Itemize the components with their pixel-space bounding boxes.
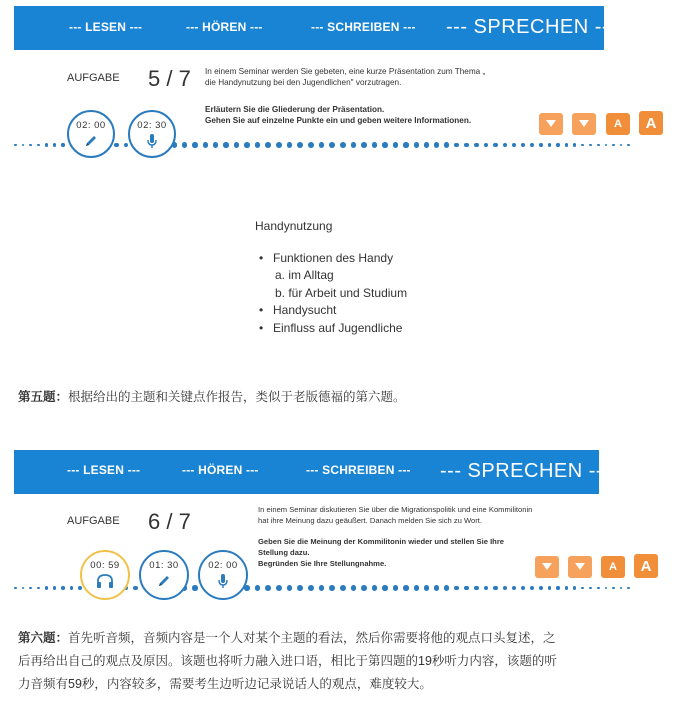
progress-dot [597,587,600,590]
progress-dot [403,585,408,590]
progress-dot [53,143,56,146]
progress-dot [434,142,439,147]
bold-line: Begründen Sie Ihre Stellungnahme. [258,559,387,568]
font-larger-button[interactable] [639,111,663,135]
progress-dot [605,144,608,147]
nav-bar-top [14,6,617,50]
progress-dot [70,586,74,590]
progress-dot [565,586,568,589]
progress-dot [61,586,64,589]
headphones-icon [96,573,114,589]
progress-dot [589,587,592,590]
progress-dot [503,143,507,147]
progress-dot [182,142,187,147]
outline-subitem: a. im Alltag [275,268,334,282]
bold-line: Stellung dazu. [258,548,310,557]
progress-dot [521,586,525,590]
progress-dot [573,586,576,589]
progress-dot [474,143,479,148]
tab-sprechen[interactable]: --- SPRECHEN --- [440,460,611,482]
progress-dot [308,142,314,148]
font-smaller-button[interactable] [606,113,630,135]
progress-dot [581,587,584,590]
aufgabe-number: 6 / 7 [148,509,191,534]
progress-dot [372,142,378,148]
aufgabe-number: 5 / 7 [148,66,191,91]
progress-dot [361,142,367,148]
timer-time: 02: 30 [137,120,167,131]
tab-hoeren[interactable]: --- HÖREN --- [182,463,259,477]
progress-dot [29,144,32,147]
progress-dot [78,586,82,590]
progress-dot [319,585,325,591]
progress-dot [213,142,218,147]
progress-dot [597,144,600,147]
progress-dot [424,585,429,590]
progress-dot [581,144,584,147]
progress-dot [556,143,559,146]
progress-dot [45,143,48,146]
progress-dot [434,585,439,590]
progress-dot [620,144,623,147]
timer-listening [80,550,130,600]
progress-dot [620,587,623,590]
progress-dot [297,142,303,148]
tab-lesen[interactable]: --- LESEN --- [67,463,141,477]
timer-time: 01: 30 [149,560,179,571]
task-instruction [258,505,532,526]
progress-dot [444,585,449,590]
progress-dot [223,142,228,147]
progress-dot [414,585,419,590]
progress-dot [351,142,357,148]
bold-line: Gehen Sie auf einzelne Punkte ein und geben weitere Informationen. [205,116,472,125]
aufgabe-label: AUFGABE [67,515,120,527]
progress-dot [565,143,568,146]
presentation-outline [255,218,407,337]
progress-dot [424,142,429,147]
arrow-down-icon [574,562,586,572]
progress-dot [319,142,325,148]
progress-dot [493,143,497,147]
outline-item: • Funktionen des Handy [259,250,394,265]
progress-dot [203,142,208,147]
progress-dot [612,144,615,147]
task6-label: 第六题： [18,631,69,645]
progress-dot [329,142,335,148]
timer-speaking [128,110,176,158]
progress-dot [297,585,303,591]
tab-hoeren[interactable]: --- HÖREN --- [186,20,263,34]
progress-dot [444,142,449,147]
outline-item: • Einfluss auf Jugendliche [259,320,403,335]
font-larger-button[interactable] [634,554,658,578]
progress-dot [308,585,314,591]
progress-dot [124,143,128,147]
progress-dot [382,585,387,590]
progress-dot [265,142,271,148]
progress-dot [329,585,335,591]
progress-dot [605,587,608,590]
task-bold-instruction [205,104,471,126]
progress-dot [244,142,250,148]
progress-dot [361,585,367,591]
timer-writing [139,550,189,600]
task6-line: 第六题：首先听音频，音频内容是一个人对某个主题的看法，然后你需要将他的观点口头复述，之 [18,631,556,645]
progress-dot [530,586,534,590]
progress-dot [484,586,489,591]
bold-line: Erläutern Sie die Gliederung der Präsentation. [205,105,385,114]
progress-dot [512,586,516,590]
progress-dot [548,586,552,590]
font-smaller-button[interactable] [601,556,625,578]
progress-dot [287,142,293,148]
progress-dot [22,587,25,590]
arrow-down-icon [541,562,553,572]
outline-item: • Handysucht [259,303,337,317]
progress-dot [37,144,40,147]
tab-schreiben[interactable]: --- SCHREIBEN --- [311,20,416,34]
progress-dot [484,143,489,148]
progress-dot [340,142,346,148]
progress-dot [29,587,32,590]
progress-dot [372,585,378,591]
font-a-large-icon: A [640,557,652,575]
pencil-icon [83,133,99,149]
progress-dot [493,586,497,590]
font-a-icon: A [614,118,622,130]
bold-line: Geben Sie die Meinung der Kommilitonin wieder und stellen Sie Ihre [258,537,504,546]
progress-dot [192,142,197,147]
volume-up-button[interactable] [568,556,592,578]
progress-dot [192,585,197,590]
progress-dot [414,142,419,147]
progress-dot [61,143,64,146]
progress-dot [627,144,630,147]
progress-dot [539,143,543,147]
progress-dot [612,587,615,590]
tab-schreiben[interactable]: --- SCHREIBEN --- [306,463,411,477]
timer-time: 00: 59 [90,560,120,571]
arrow-down-icon [545,119,557,129]
progress-dot [287,585,293,591]
progress-dot [464,586,469,591]
timer-time: 02: 00 [76,120,106,131]
tab-sprechen[interactable]: --- SPRECHEN --- [446,16,617,38]
pencil-icon [156,573,172,589]
aufgabe-label: AUFGABE [67,72,120,84]
progress-dot [14,144,17,147]
volume-down-button[interactable] [535,556,559,578]
instruction-line: In einem Seminar diskutieren Sie über die Migrationspolitik und eine Kommilitonin [258,505,533,514]
progress-dot [14,587,17,590]
microphone-icon [215,573,231,589]
outline-title: Handynutzung [255,219,333,233]
progress-dot [276,142,282,148]
nav-bar-bottom [14,450,611,494]
progress-dot [464,143,469,148]
timer-writing [67,110,115,158]
progress-dot [37,587,40,590]
task-bold-instruction [258,536,504,569]
progress-dot [548,143,552,147]
progress-dot [393,585,398,590]
progress-dot [133,586,138,591]
volume-up-button[interactable] [572,113,596,135]
progress-dot [393,142,398,147]
progress-dot [22,144,25,147]
progress-dot [474,586,479,591]
progress-dot [234,142,240,148]
font-a-icon: A [609,561,617,573]
task6-line: 力音频有59秒，内容较多，需要考生边听边记录说话人的观点，难度较大。 [18,677,432,691]
description-task5 [18,386,406,409]
progress-dot [53,586,56,589]
progress-dot [521,143,525,147]
instruction-line: In einem Seminar werden Sie gebeten, eine kurze Präsentation zum Thema „ [205,67,486,76]
progress-dot [276,585,282,591]
progress-dot [530,143,534,147]
microphone-icon [144,133,160,149]
progress-dot [503,586,507,590]
progress-dot [114,143,118,147]
progress-dot [539,586,543,590]
progress-dot [255,585,261,591]
font-a-large-icon: A [645,114,657,132]
task-instruction [205,66,485,88]
tab-lesen[interactable]: --- LESEN --- [69,20,143,34]
instruction-line: hat ihre Meinung dazu geäußert. Danach melden Sie sich zu Wort. [258,515,482,525]
progress-dot [255,142,261,148]
outline-subitem: b. für Arbeit und Studium [275,285,408,300]
progress-dot [403,142,408,147]
description-task6 [18,627,678,696]
progress-dot [556,586,559,589]
progress-dot [454,143,459,148]
progress-dot [382,142,387,147]
timer-time: 02: 00 [208,560,238,571]
progress-dot [454,586,459,591]
progress-dot [589,144,592,147]
timer-speaking [198,550,248,600]
progress-dot [512,143,516,147]
progress-dot [573,143,576,146]
volume-down-button[interactable] [539,113,563,135]
task5-label: 第五题： [18,390,69,404]
instruction-line: die Handynutzung bei den Jugendlichen" vorzutragen. [205,78,402,87]
progress-dot [45,586,48,589]
progress-dot [340,585,346,591]
progress-dot [265,585,271,591]
task6-line: 后再给出自己的观点及原因。该题也将听力融入进口语，相比于第四题的19秒听力内容，该题的听 [18,654,557,668]
arrow-down-icon [578,119,590,129]
progress-dot [351,585,357,591]
progress-dot [627,587,630,590]
task5-text: 根据给出的主题和关键点作报告，类似于老版德福的第六题。 [68,390,406,404]
